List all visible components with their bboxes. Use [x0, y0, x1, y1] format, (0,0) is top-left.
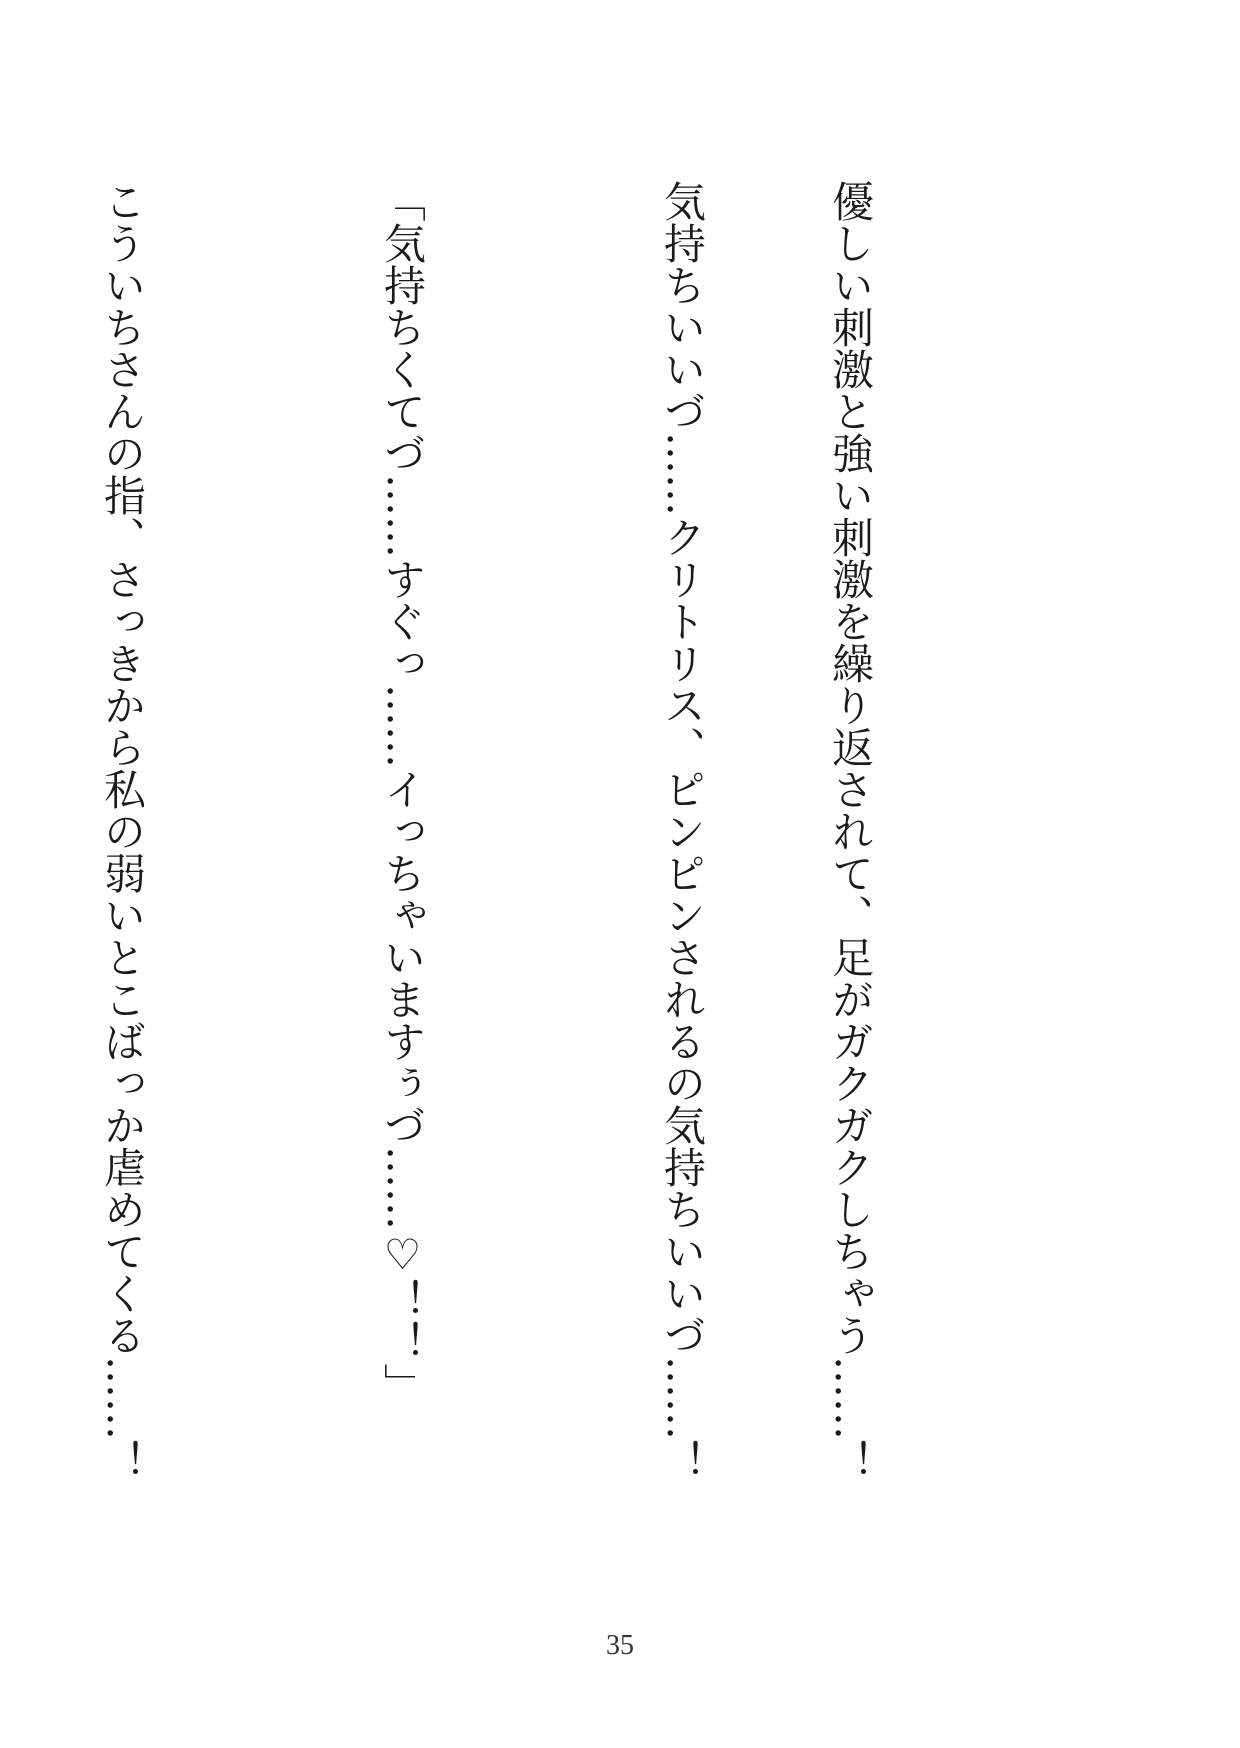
text-line: こういちさんの指、さっきから私の弱いとこばっか虐めてくる……！	[98, 180, 147, 1482]
text-line: 優しい刺激と強い刺激を繰り返されて、足がガクガクしちゃう……！	[826, 180, 875, 1482]
page-number: 35	[606, 1630, 634, 1661]
dialogue-line: 「気持ちくてづ……すぐっ……イっちゃいますぅづ……♡！！」	[378, 180, 427, 1405]
vertical-text-block	[0, 180, 990, 1500]
text-line: 気持ちいいづ……クリトリス、ピンピンされるの気持ちいいづ……！	[658, 180, 707, 1482]
